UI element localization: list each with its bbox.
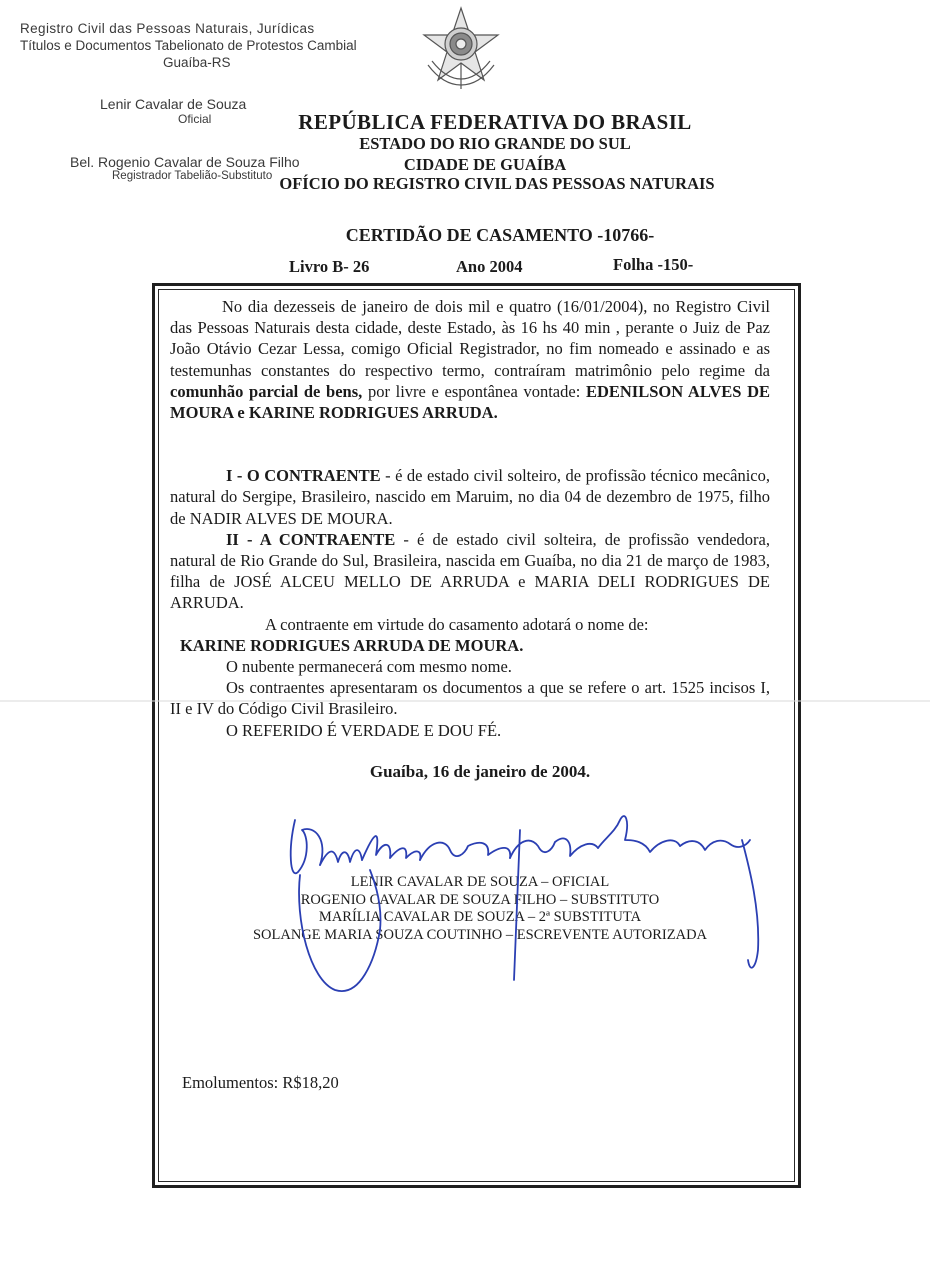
new-name: KARINE RODRIGUES ARRUDA DE MOURA. bbox=[180, 635, 524, 655]
registrador-role: Registrador Tabelião-Substituto bbox=[112, 170, 273, 182]
record-text-a: No dia dezesseis de janeiro de dois mil e quatro (16/01/2004), no Registro Civil das Pessoas Naturais desta cidade, deste Estado, às 16 hs 40 min , perante o Juiz de Paz João Otávio Cezar Lessa, comigo Oficial Registrador, no fim nomeado e assinado e as testemunhas constantes do respectivo termo, contraíram matrimônio pelo regime da bbox=[170, 297, 770, 380]
bride-paragraph bbox=[170, 529, 770, 614]
brazil-coat-of-arms-icon bbox=[418, 5, 504, 91]
republic-title: REPÚBLICA FEDERATIVA DO BRASIL bbox=[298, 110, 692, 134]
groom-name-note: O nubente permanecerá com mesmo nome. bbox=[226, 657, 512, 677]
stamp-line-3: Guaíba-RS bbox=[163, 55, 231, 70]
bride-details: - é de estado civil solteira, de profissão vendedora, natural de Rio Grande do Sul, Brasileira, nascida em Guaíba, no dia 21 de março de 1983, filha de JOSÉ ALCEU MELLO DE ARRUDA e MARIA DELI RODRIGUES DE ARRUDA. bbox=[170, 529, 770, 613]
groom-label: I - O CONTRAENTE bbox=[226, 466, 381, 486]
signatory-line: ROGENIO CAVALAR DE SOUZA FILHO – SUBSTITUTO bbox=[300, 891, 660, 908]
groom-paragraph bbox=[170, 465, 770, 529]
signatory-line: SOLANGE MARIA SOUZA COUTINHO – ESCREVENTE AUTORIZADA bbox=[252, 926, 708, 943]
documents-note: Os contraentes apresentaram os documentos a que se refere o art. 1525 incisos I, II e IV do Código Civil Brasileiro. bbox=[170, 678, 770, 719]
oficial-role: Oficial bbox=[178, 112, 212, 126]
spouse-names: EDENILSON ALVES DE MOURA e KARINE RODRIGUES ARRUDA. bbox=[170, 381, 771, 423]
registry-stamp bbox=[20, 20, 370, 71]
signatory-line: MARÍLIA CAVALAR DE SOUZA – 2ª SUBSTITUTA bbox=[318, 909, 642, 926]
bride-label: II - A CONTRAENTE bbox=[226, 529, 396, 549]
signatory-line: LENIR CAVALAR DE SOUZA – OFICIAL bbox=[350, 874, 610, 890]
place-and-date: Guaíba, 16 de janeiro de 2004. bbox=[369, 762, 591, 781]
groom-details: - é de estado civil solteiro, de profissão técnico mecânico, natural do Sergipe, Brasileiro, nascido em Maruim, no dia 04 de dezembro de 1975, filho de NADIR ALVES DE MOURA. bbox=[170, 466, 770, 528]
year: Ano 2004 bbox=[456, 257, 523, 276]
oficial-name: Lenir Cavalar de Souza bbox=[100, 96, 247, 112]
marriage-record-text bbox=[170, 296, 770, 741]
book-number: Livro B- 26 bbox=[289, 257, 370, 276]
page-number: Folha -150- bbox=[613, 255, 694, 274]
registrador-name: Bel. Rogenio Cavalar de Souza Filho bbox=[70, 154, 300, 170]
marriage-regime: comunhão parcial de bens, bbox=[170, 381, 363, 401]
name-adoption-text: A contraente em virtude do casamento adotará o nome de: bbox=[265, 614, 649, 634]
city-title: CIDADE DE GUAÍBA bbox=[403, 155, 567, 174]
fees: Emolumentos: R$18,20 bbox=[182, 1073, 339, 1092]
stamp-line-2: Títulos e Documentos Tabelionato de Protestos Cambial bbox=[20, 38, 357, 53]
record-text-b: por livre e espontânea vontade: bbox=[362, 381, 586, 401]
state-title: ESTADO DO RIO GRANDE DO SUL bbox=[359, 134, 631, 153]
record-paragraph bbox=[170, 296, 770, 423]
office-title: OFÍCIO DO REGISTRO CIVIL DAS PESSOAS NATURAIS bbox=[279, 174, 715, 193]
handwritten-signature bbox=[280, 810, 770, 1005]
stamp-line-1: Registro Civil das Pessoas Naturais, Jurídicas bbox=[20, 21, 315, 36]
truth-statement: O REFERIDO É VERDADE E DOU FÉ. bbox=[226, 720, 502, 740]
certificate-title: CERTIDÃO DE CASAMENTO -10766- bbox=[345, 225, 655, 245]
